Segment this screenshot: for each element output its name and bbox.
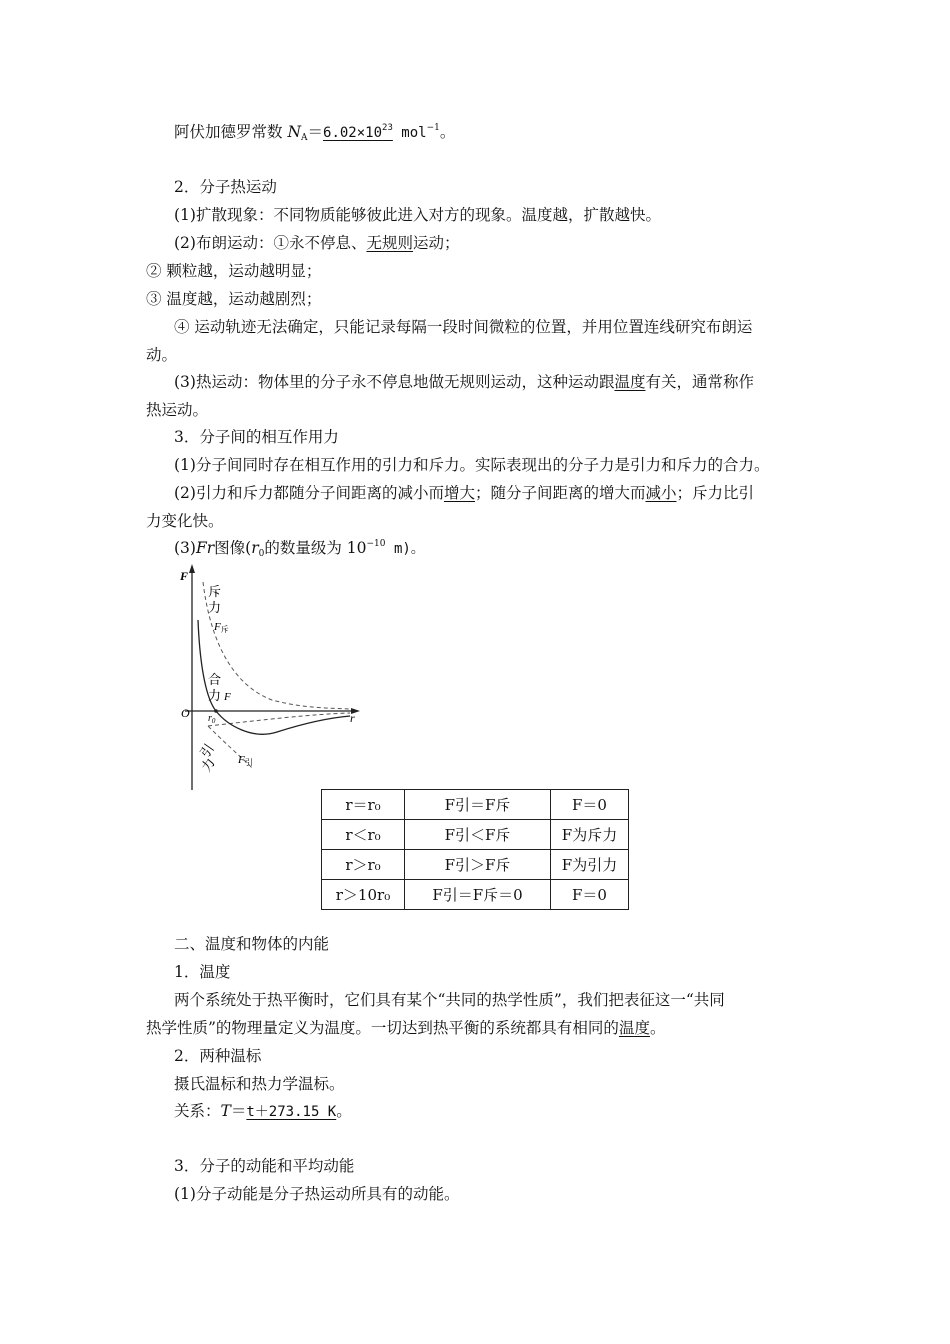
axis-r-label: r [350, 711, 355, 725]
brownian-text: (2)布朗运动：①永不停息、无规则运动； [174, 234, 460, 252]
table-cell: F为引力 [551, 850, 629, 880]
f-repulsion-label: F斥 [214, 621, 229, 634]
repulsion-label-2: 力 [208, 600, 222, 615]
table-cell: F＝0 [551, 790, 629, 820]
table-cell: F引＝F斥＝0 [405, 880, 551, 910]
intermolecular-p1: (1)分子间同时存在相互作用的引力和斥力。实际表现出的分子力是引力和斥力的合力。 [174, 456, 770, 474]
diffusion-text: (1)扩散现象：不同物质能够彼此进入对方的现象。温度越，扩散越快。 [174, 206, 661, 224]
kinetic-energy-p1: (1)分子动能是分子热运动所具有的动能。 [174, 1185, 460, 1203]
r0-label: $r_0$ [208, 713, 216, 725]
repulsion-label-1: 斥 [208, 584, 222, 599]
avogadro-line: 阿伏加德罗常数 $N_A=6.02\times 10^{23}$ mol$^{-1}$。 [174, 123, 456, 143]
net-label-2: 力 [208, 688, 222, 703]
intermolecular-p2-cont: 力变化快。 [146, 512, 224, 530]
intermolecular-p3: (3)Fr图像($r_0$的数量级为 $10^{-10}$ m)。 [174, 539, 425, 559]
relation-text: 关系：T＝t＋273.15 K。 [174, 1102, 352, 1120]
temperature-text-cont: 热学性质”的物理量定义为温度。一切达到热平衡的系统都具有相同的温度。 [146, 1019, 666, 1037]
temperature-heading: 1．温度 [174, 963, 231, 981]
attraction-curve [208, 713, 350, 768]
force-relation-table [321, 789, 629, 910]
net-label-1: 合 [208, 672, 222, 687]
table-cell: r＞r₀ [322, 850, 405, 880]
table-cell: F引＜F斥 [405, 820, 551, 850]
intermolecular-p2: (2)引力和斥力都随分子间距离的减小而增大；随分子间距离的增大而减小；斥力比引 [174, 484, 755, 502]
repulsion-curve [203, 582, 350, 709]
table-cell: F＝0 [551, 880, 629, 910]
table-cell: r＝r₀ [322, 790, 405, 820]
scales-text: 摄氏温标和热力学温标。 [174, 1075, 345, 1093]
heat-motion-text: (3)热运动：物体里的分子永不停息地做无规则运动，这种运动跟温度有关，通常称作 [174, 373, 754, 391]
avogadro-value: $6.02\times 10^{23}$ [323, 123, 393, 141]
table-row [322, 880, 629, 910]
f-attraction-label: F引 [238, 754, 253, 767]
brownian-item-4-cont: 动。 [146, 346, 178, 364]
brownian-item-4: ④ 运动轨迹无法确定，只能记录每隔一段时间微粒的位置，并用位置连线研究布朗运 [174, 318, 753, 336]
force-distance-graph [172, 560, 372, 792]
heat-motion-cont: 热运动。 [146, 401, 209, 419]
table-row [322, 850, 629, 880]
attraction-label-2: 力 [198, 755, 218, 775]
origin-label: O [181, 706, 190, 720]
table-cell: r＞10r₀ [322, 880, 405, 910]
table-row [322, 820, 629, 850]
table-cell: F为斥力 [551, 820, 629, 850]
kinetic-energy-heading: 3．分子的动能和平均动能 [174, 1157, 355, 1175]
brownian-item-3: ③ 温度越，运动越剧烈； [146, 290, 322, 308]
table-cell: F引＞F斥 [405, 850, 551, 880]
intermolecular-heading: 3．分子间的相互作用力 [174, 428, 339, 446]
scales-heading: 2．两种温标 [174, 1047, 262, 1065]
temperature-text: 两个系统处于热平衡时，它们具有某个“共同的热学性质”，我们把表征这一“共同 [174, 991, 725, 1009]
attraction-label-1: 引 [197, 741, 217, 761]
net-f-label: F [224, 691, 231, 703]
table-cell: r＜r₀ [322, 820, 405, 850]
table-row [322, 790, 629, 820]
section2-heading: 二、温度和物体的内能 [174, 935, 330, 953]
table-cell: F引＝F斥 [405, 790, 551, 820]
axis-f-label: F [180, 569, 189, 583]
brownian-item-2: ② 颗粒越，运动越明显； [146, 262, 322, 280]
thermal-motion-heading: 2．分子热运动 [174, 178, 277, 196]
r0-point [214, 709, 218, 713]
f-axis-arrow [189, 564, 195, 573]
